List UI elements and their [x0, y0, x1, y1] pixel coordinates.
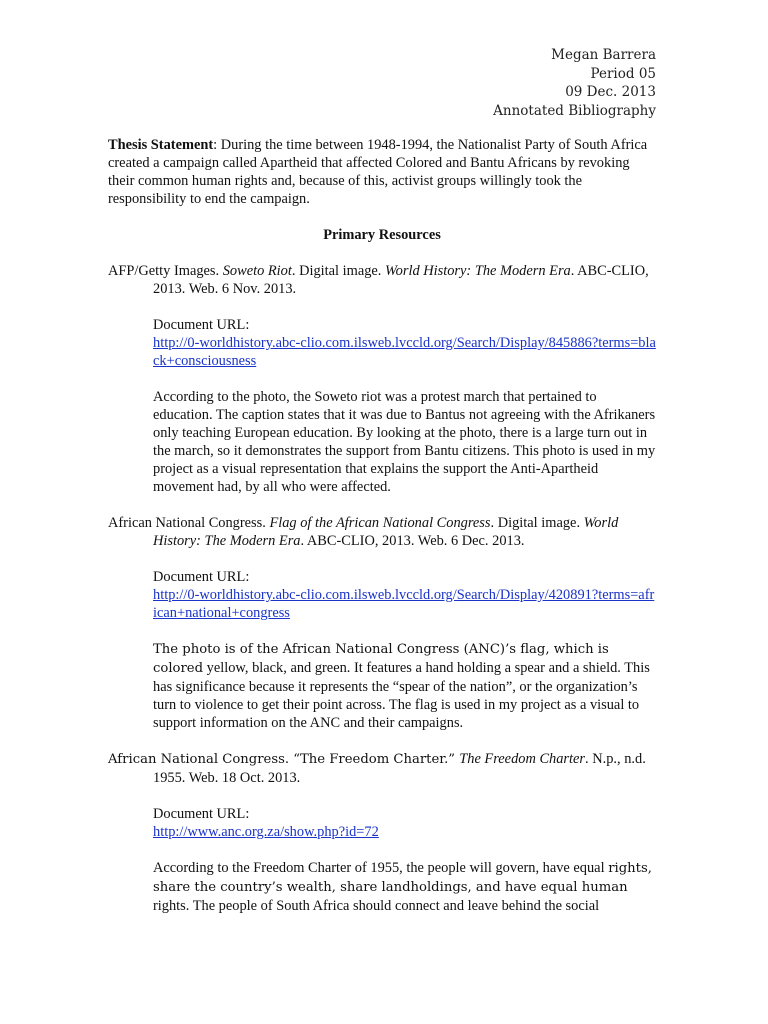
- citation-entry-3: [108, 750, 656, 787]
- citation-publisher: . N.p., n.d. 1955. Web. 18 Oct. 2013.: [153, 751, 646, 786]
- citation-publisher: . ABC-CLIO, 2013. Web. 6 Dec. 2013.: [300, 533, 525, 549]
- citation-source: The Freedom Charter: [459, 751, 586, 767]
- document-url-link[interactable]: http://0-worldhistory.abc-clio.com.ilsweb.lvccld.org/Search/Display/420891?terms=african+national+congress: [153, 587, 655, 621]
- citation-entry-1: [108, 262, 656, 298]
- citation-source: World History: The Modern Era: [153, 515, 619, 549]
- citation-medium: . Digital image.: [490, 515, 584, 531]
- citation-publisher: . ABC-CLIO, 2013. Web. 6 Nov. 2013.: [153, 263, 649, 297]
- thesis-statement: [108, 136, 656, 208]
- document-url-link[interactable]: http://www.anc.org.za/show.php?id=72: [153, 824, 379, 840]
- annotation-line: The photo is of the African National Congress (ANC)’s flag, which is colored: [153, 642, 609, 676]
- annotation-text: rights. The people of South Africa should connect and leave behind the social: [153, 898, 600, 914]
- url-label: Document URL:: [153, 806, 250, 822]
- citation-author: African National Congress.: [108, 515, 270, 531]
- citation-title: Flag of the African National Congress: [269, 515, 491, 531]
- thesis-text: : During the time between 1948-1994, the Nationalist Party of South Africa created a campaign called Apartheid that affected Colored and Bantu Africans by revoking their common human rights and, because of this, activist groups willingly took the responsibility to end the campaign.: [108, 137, 648, 207]
- citation-medium: . Digital image.: [291, 263, 385, 279]
- document-date: 09 Dec. 2013: [565, 84, 656, 100]
- author-name: Megan Barrera: [551, 47, 656, 63]
- url-block-3: [153, 805, 656, 841]
- url-block-2: [153, 568, 656, 622]
- citation-author: African National Congress. “The Freedom Charter.”: [108, 752, 460, 767]
- header-block: [493, 46, 656, 120]
- document-url-link[interactable]: http://0-worldhistory.abc-clio.com.ilsweb.lvccld.org/Search/Display/845886?terms=black+consciousness: [153, 335, 656, 369]
- thesis-label: Thesis Statement: [108, 137, 214, 153]
- citation-author: AFP/Getty Images.: [108, 263, 223, 279]
- url-label: Document URL:: [153, 569, 250, 585]
- annotation-3: [153, 859, 656, 915]
- citation-title: Soweto Riot: [222, 263, 292, 279]
- document-title: Annotated Bibliography: [493, 102, 656, 119]
- url-label: Document URL:: [153, 317, 250, 333]
- citation-source: World History: The Modern Era: [385, 263, 571, 279]
- class-period: Period 05: [590, 65, 656, 82]
- annotation-2: [153, 640, 656, 732]
- annotation-text: yellow, black, and green. It features a hand holding a spear and a shield. This has significance because it represents the “spear of the nation”, or the organization’s turn to violence to get their point across. The flag is used in my project as a visual to support information on the ANC and their campaigns.: [153, 660, 650, 731]
- document-body: [108, 136, 656, 933]
- annotation-line: According to the Freedom Charter of 1955, the people will govern, have equal: [153, 860, 605, 876]
- annotation-1: According to the photo, the Soweto riot was a protest march that pertained to education. The caption states that it was due to Bantus not agreeing with the Afrikaners only teaching European education. By looking at the photo, there is a large turn out in the march, so it demonstrates the support from Bantu citizens. This photo is used in my project as a visual representation that explains the support the Anti-Apartheid movement had, by all who were affected.: [153, 389, 656, 495]
- annotation-line: rights, share the country’s wealth, share landholdings, and have equal human: [153, 861, 652, 895]
- section-title: Primary Resources: [323, 227, 441, 243]
- citation-entry-2: [108, 514, 656, 550]
- url-block-1: [153, 316, 656, 370]
